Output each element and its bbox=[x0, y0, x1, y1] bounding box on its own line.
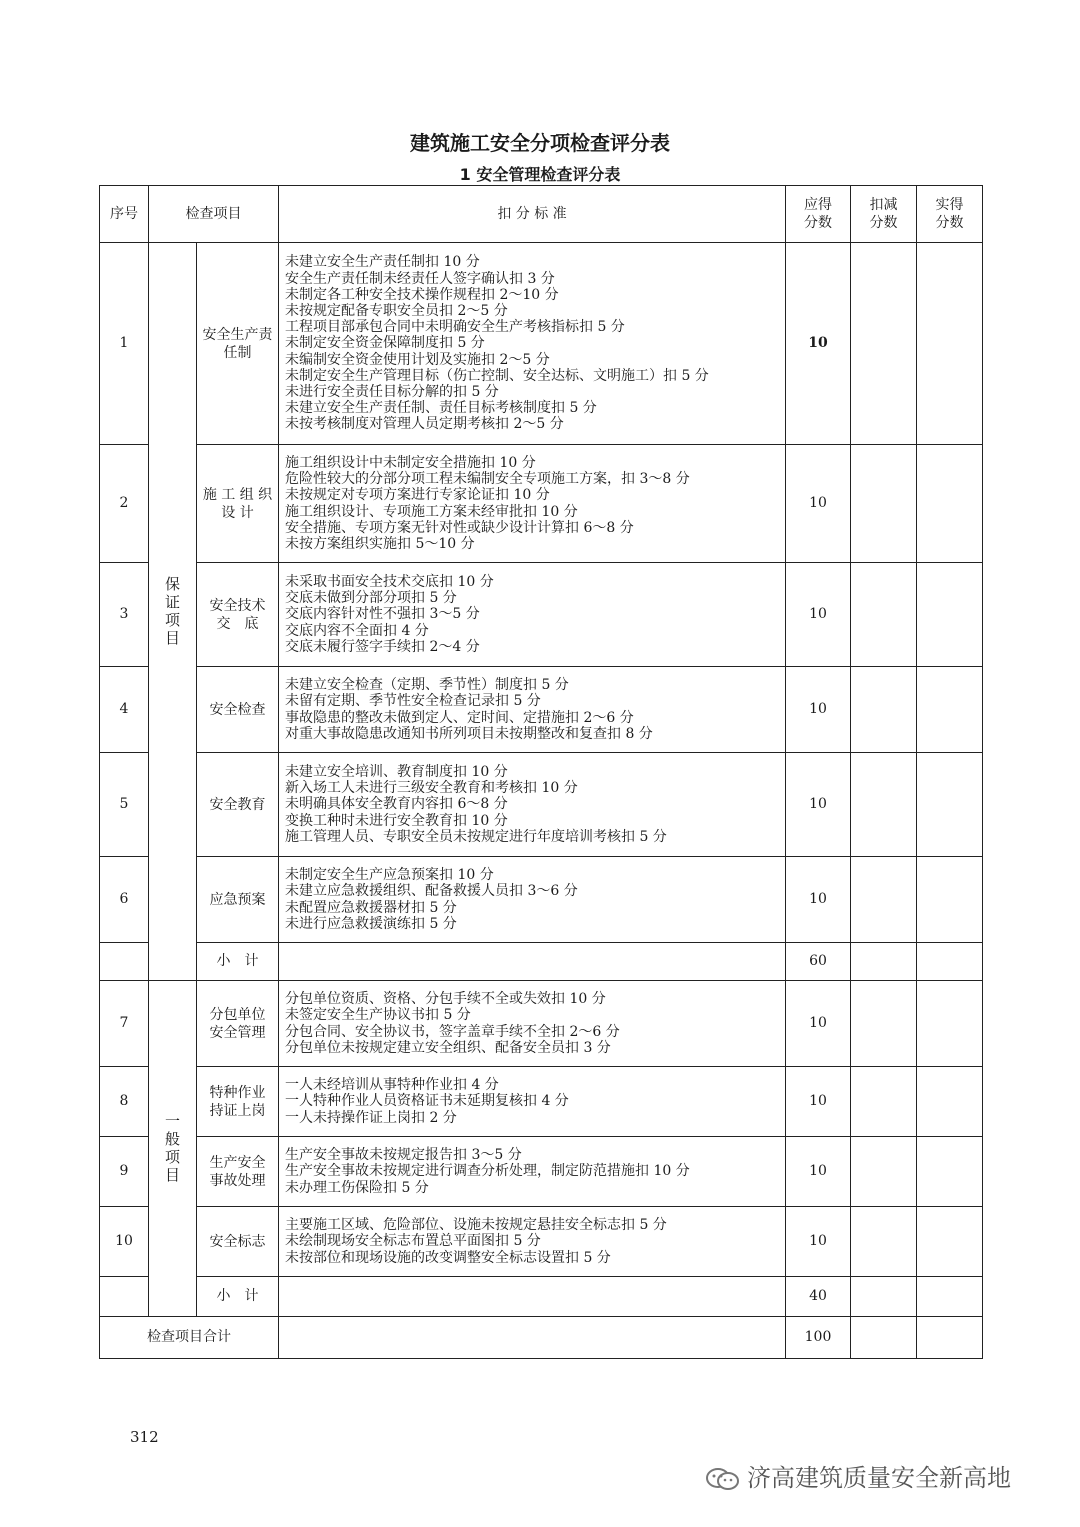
criteria-line: 未留有定期、季节性安全检查记录扣 5 分 bbox=[285, 693, 541, 710]
row-actual bbox=[917, 1137, 983, 1207]
subtotal-score: 60 bbox=[786, 943, 851, 981]
criteria-line: 未按部位和现场设施的改变调整安全标志设置扣 5 分 bbox=[285, 1249, 611, 1266]
row-actual bbox=[917, 981, 983, 1067]
table-row bbox=[100, 667, 983, 753]
row-actual bbox=[917, 243, 983, 445]
criteria-line: 未建立安全检查（定期、季节性）制度扣 5 分 bbox=[285, 677, 569, 694]
page-number: 312 bbox=[130, 1428, 159, 1446]
header-actual bbox=[917, 186, 983, 243]
criteria-line: 一人特种作业人员资格证书未延期复核扣 4 分 bbox=[285, 1093, 569, 1110]
table-row bbox=[100, 1207, 983, 1277]
row-deduct bbox=[851, 667, 917, 753]
row-seq: 9 bbox=[100, 1137, 149, 1207]
row-item-label: 安全标志 bbox=[209, 1233, 266, 1250]
row-deduct bbox=[851, 1207, 917, 1277]
total-actual bbox=[917, 1317, 983, 1359]
header-should bbox=[786, 186, 851, 243]
subtotal-seq bbox=[100, 1277, 149, 1317]
table-row bbox=[100, 1067, 983, 1137]
row-item-label: 分包单位 安全管理 bbox=[209, 1006, 266, 1041]
row-score: 10 bbox=[786, 857, 851, 943]
subtotal-deduct bbox=[851, 1277, 917, 1317]
criteria-line: 变换工种时未进行安全教育扣 10 分 bbox=[285, 812, 508, 829]
criteria-line: 未建立安全生产责任制扣 10 分 bbox=[285, 254, 480, 271]
row-item-label: 施 工 组 织 设 计 bbox=[202, 486, 273, 521]
row-deduct bbox=[851, 1137, 917, 1207]
row-actual bbox=[917, 563, 983, 667]
row-score: 10 bbox=[786, 445, 851, 563]
criteria-line: 生产安全事故未按规定报告扣 3～5 分 bbox=[285, 1147, 522, 1164]
table-row bbox=[100, 445, 983, 563]
header-seq: 序号 bbox=[100, 186, 149, 243]
header-item: 检查项目 bbox=[149, 186, 279, 243]
row-seq: 7 bbox=[100, 981, 149, 1067]
criteria-line: 未进行安全责任目标分解的扣 5 分 bbox=[285, 384, 499, 400]
header-deduct bbox=[851, 186, 917, 243]
criteria-line: 交底未履行签字手续扣 2～4 分 bbox=[285, 638, 480, 655]
row-item bbox=[197, 1067, 279, 1137]
row-deduct bbox=[851, 1067, 917, 1137]
criteria-line: 事故隐患的整改未做到定人、定时间、定措施扣 2～6 分 bbox=[285, 709, 634, 726]
score-table bbox=[99, 185, 983, 1359]
criteria-line: 主要施工区域、危险部位、设施未按规定悬挂安全标志扣 5 分 bbox=[285, 1217, 667, 1234]
subtotal-row bbox=[100, 1277, 983, 1317]
criteria-line: 施工管理人员、专职安全员未按规定进行年度培训考核扣 5 分 bbox=[285, 828, 667, 845]
criteria-line: 交底内容不全面扣 4 分 bbox=[285, 622, 429, 639]
row-deduct bbox=[851, 563, 917, 667]
total-row bbox=[100, 1317, 983, 1359]
row-item bbox=[197, 1137, 279, 1207]
row-score: 10 bbox=[786, 667, 851, 753]
row-actual bbox=[917, 753, 983, 857]
criteria-line: 未建立安全生产责任制、责任目标考核制度扣 5 分 bbox=[285, 400, 597, 417]
row-deduct bbox=[851, 857, 917, 943]
criteria-line: 未办理工伤保险扣 5 分 bbox=[285, 1179, 429, 1196]
row-item bbox=[197, 563, 279, 667]
table-subtitle: 1 安全管理检查评分表 bbox=[459, 165, 621, 184]
row-deduct bbox=[851, 243, 917, 445]
row-criteria bbox=[279, 1067, 786, 1137]
category-guarantee bbox=[149, 243, 197, 981]
criteria-line: 未按规定配备专职安全员扣 2～5 分 bbox=[285, 302, 508, 319]
criteria-line: 未按规定对专项方案进行专家论证扣 10 分 bbox=[285, 487, 550, 504]
criteria-line: 未进行应急救援演练扣 5 分 bbox=[285, 915, 457, 932]
subtotal-actual bbox=[917, 943, 983, 981]
row-actual bbox=[917, 857, 983, 943]
total-criteria bbox=[279, 1317, 786, 1359]
criteria-line: 未按方案组织实施扣 5～10 分 bbox=[285, 535, 475, 552]
criteria-line: 施工组织设计中未制定安全措施扣 10 分 bbox=[285, 454, 536, 471]
row-item-label: 应急预案 bbox=[209, 891, 266, 908]
header-should-label: 应得 分数 bbox=[804, 197, 832, 231]
criteria-line: 未建立应急救援组织、配备救援人员扣 3～6 分 bbox=[285, 883, 578, 900]
row-seq: 1 bbox=[100, 243, 149, 445]
subtotal-actual bbox=[917, 1277, 983, 1317]
category-general bbox=[149, 981, 197, 1317]
criteria-line: 危险性较大的分部分项工程未编制安全专项施工方案，扣 3～8 分 bbox=[285, 471, 690, 488]
table-row bbox=[100, 243, 983, 445]
row-actual bbox=[917, 1207, 983, 1277]
row-item-label: 安全检查 bbox=[209, 701, 266, 718]
row-seq: 3 bbox=[100, 563, 149, 667]
row-item bbox=[197, 445, 279, 563]
row-item-label: 生产安全 事故处理 bbox=[209, 1154, 266, 1189]
criteria-line: 未明确具体安全教育内容扣 6～8 分 bbox=[285, 796, 508, 813]
header-actual-label: 实得 分数 bbox=[935, 197, 964, 231]
row-score: 10 bbox=[786, 1207, 851, 1277]
criteria-line: 交底内容针对性不强扣 3～5 分 bbox=[285, 606, 480, 623]
table-row bbox=[100, 981, 983, 1067]
subtotal-label: 小 计 bbox=[197, 1277, 279, 1317]
row-seq: 5 bbox=[100, 753, 149, 857]
table-row bbox=[100, 563, 983, 667]
row-item bbox=[197, 753, 279, 857]
row-score: 10 bbox=[786, 563, 851, 667]
total-deduct bbox=[851, 1317, 917, 1359]
row-criteria bbox=[279, 243, 786, 445]
criteria-line: 对重大事故隐患改通知书所列项目未按期整改和复查扣 8 分 bbox=[285, 725, 653, 742]
criteria-line: 生产安全事故未按规定进行调查分析处理，制定防范措施扣 10 分 bbox=[285, 1163, 690, 1180]
row-criteria bbox=[279, 445, 786, 563]
row-score: 10 bbox=[786, 981, 851, 1067]
subtotal-deduct bbox=[851, 943, 917, 981]
criteria-line: 新入场工人未进行三级安全教育和考核扣 10 分 bbox=[285, 780, 578, 797]
row-criteria bbox=[279, 563, 786, 667]
subtotal-criteria bbox=[279, 943, 786, 981]
row-item-label: 特种作业 持证上岗 bbox=[209, 1084, 266, 1119]
row-score: 10 bbox=[786, 243, 851, 445]
row-actual bbox=[917, 445, 983, 563]
row-item bbox=[197, 243, 279, 445]
criteria-line: 未建立安全培训、教育制度扣 10 分 bbox=[285, 763, 508, 780]
row-item bbox=[197, 1207, 279, 1277]
watermark bbox=[705, 1458, 1011, 1493]
subtotal-label: 小 计 bbox=[197, 943, 279, 981]
wechat-icon bbox=[705, 1467, 741, 1491]
total-score: 100 bbox=[786, 1317, 851, 1359]
criteria-line: 未采取书面安全技术交底扣 10 分 bbox=[285, 573, 494, 590]
criteria-line: 施工组织设计、专项施工方案未经审批扣 10 分 bbox=[285, 503, 578, 520]
row-criteria bbox=[279, 1137, 786, 1207]
header-deduct-label: 扣减 分数 bbox=[869, 197, 898, 231]
row-criteria bbox=[279, 667, 786, 753]
row-item-label: 安全生产责任制 bbox=[202, 326, 273, 361]
table-row bbox=[100, 753, 983, 857]
criteria-line: 未制定各工种安全技术操作规程扣 2～10 分 bbox=[285, 286, 559, 303]
criteria-line: 分包单位资质、资格、分包手续不全或失效扣 10 分 bbox=[285, 991, 606, 1008]
criteria-line: 未制定安全生产应急预案扣 10 分 bbox=[285, 867, 494, 884]
criteria-line: 未按考核制度对管理人员定期考核扣 2～5 分 bbox=[285, 416, 564, 433]
row-actual bbox=[917, 1067, 983, 1137]
criteria-line: 未签定安全生产协议书扣 5 分 bbox=[285, 1007, 471, 1024]
row-deduct bbox=[851, 753, 917, 857]
criteria-line: 安全措施、专项方案无针对性或缺少设计计算扣 6～8 分 bbox=[285, 519, 634, 536]
category-label: 一般项目 bbox=[164, 1112, 180, 1184]
row-criteria bbox=[279, 857, 786, 943]
row-seq: 4 bbox=[100, 667, 149, 753]
row-actual bbox=[917, 667, 983, 753]
row-score: 10 bbox=[786, 753, 851, 857]
table-row bbox=[100, 857, 983, 943]
row-deduct bbox=[851, 981, 917, 1067]
criteria-line: 未制定安全生产管理目标（伤亡控制、安全达标、文明施工）扣 5 分 bbox=[285, 367, 709, 384]
row-item bbox=[197, 981, 279, 1067]
row-item bbox=[197, 667, 279, 753]
header-row bbox=[100, 186, 983, 243]
category-label: 保证项目 bbox=[164, 575, 180, 647]
criteria-line: 分包单位未按规定建立安全组织、配备安全员扣 3 分 bbox=[285, 1039, 611, 1056]
row-seq: 8 bbox=[100, 1067, 149, 1137]
row-seq: 6 bbox=[100, 857, 149, 943]
total-label: 检查项目合计 bbox=[100, 1317, 279, 1359]
row-criteria bbox=[279, 981, 786, 1067]
subtotal-seq bbox=[100, 943, 149, 981]
watermark-text: 济高建筑质量安全新高地 bbox=[747, 1464, 1011, 1492]
criteria-line: 交底未做到分部分项扣 5 分 bbox=[285, 590, 457, 607]
row-item bbox=[197, 857, 279, 943]
row-score: 10 bbox=[786, 1137, 851, 1207]
row-item-label: 安全技术 交 底 bbox=[209, 597, 266, 632]
criteria-line: 分包合同、安全协议书，签字盖章手续不全扣 2～6 分 bbox=[285, 1023, 620, 1040]
row-seq: 2 bbox=[100, 445, 149, 563]
criteria-line: 一人未持操作证上岗扣 2 分 bbox=[285, 1109, 457, 1126]
criteria-line: 未配置应急救援器材扣 5 分 bbox=[285, 899, 457, 916]
criteria-line: 工程项目部承包合同中未明确安全生产考核指标扣 5 分 bbox=[285, 319, 625, 336]
criteria-line: 安全生产责任制未经责任人签字确认扣 3 分 bbox=[285, 270, 555, 287]
row-seq: 10 bbox=[100, 1207, 149, 1277]
header-criteria: 扣 分 标 准 bbox=[279, 186, 786, 243]
criteria-line: 未编制安全资金使用计划及实施扣 2～5 分 bbox=[285, 351, 550, 368]
criteria-line: 未制定安全资金保障制度扣 5 分 bbox=[285, 335, 485, 352]
criteria-line: 一人未经培训从事特种作业扣 4 分 bbox=[285, 1077, 499, 1094]
row-criteria bbox=[279, 1207, 786, 1277]
subtotal-score: 40 bbox=[786, 1277, 851, 1317]
row-deduct bbox=[851, 445, 917, 563]
table-row bbox=[100, 1137, 983, 1207]
page-title: 建筑施工安全分项检查评分表 bbox=[410, 131, 670, 155]
criteria-line: 未绘制现场安全标志布置总平面图扣 5 分 bbox=[285, 1233, 541, 1250]
subtotal-criteria bbox=[279, 1277, 786, 1317]
subtotal-row bbox=[100, 943, 983, 981]
row-criteria bbox=[279, 753, 786, 857]
row-score: 10 bbox=[786, 1067, 851, 1137]
row-item-label: 安全教育 bbox=[209, 796, 266, 813]
